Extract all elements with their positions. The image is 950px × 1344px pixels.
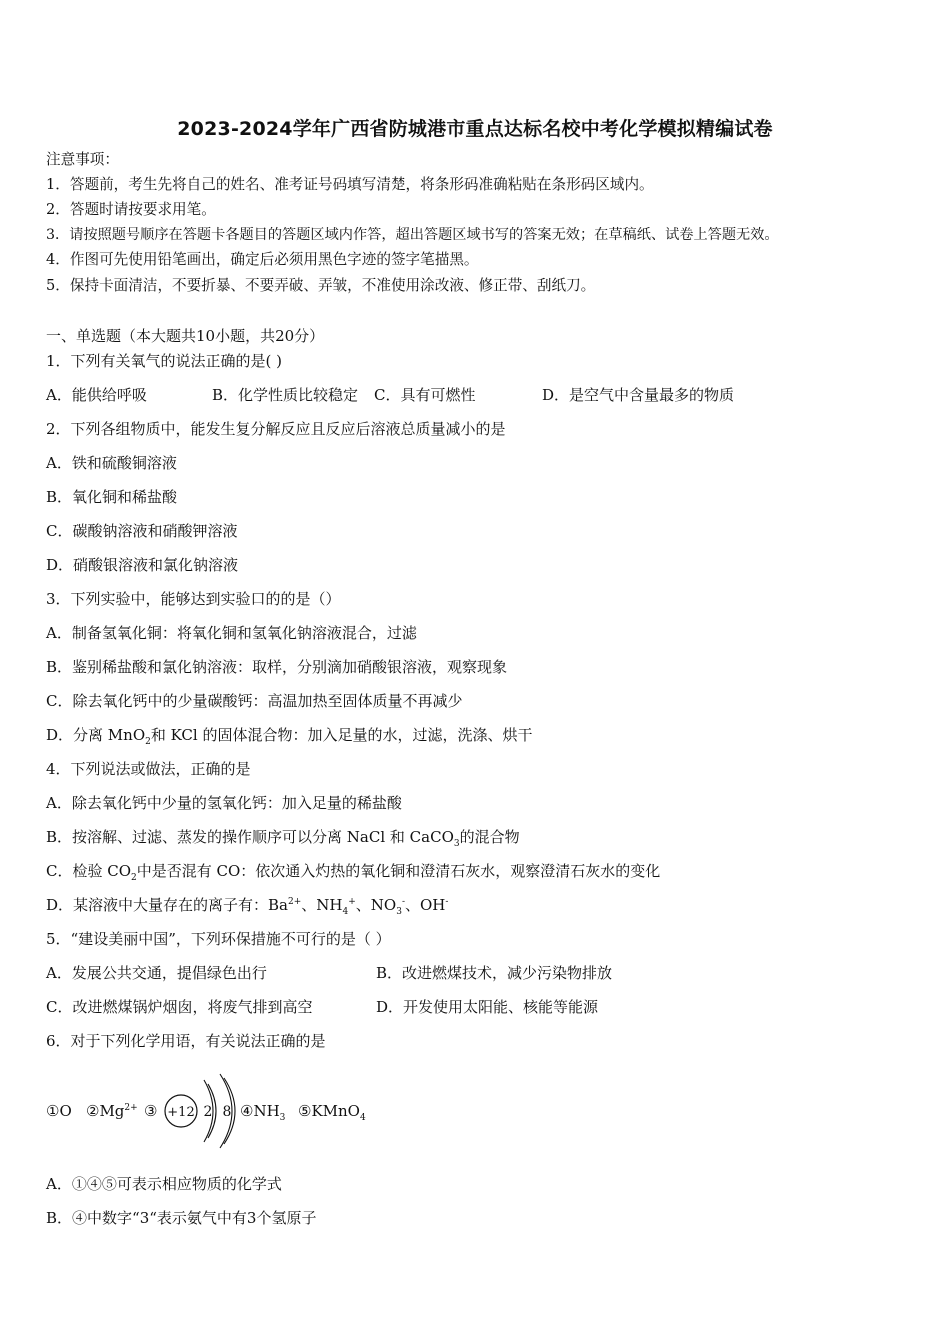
q3-option-d	[46, 725, 532, 745]
atom-nucleus-charge: +12	[167, 1105, 195, 1120]
section-heading: 一、单选题（本大题共10小题，共20分）	[46, 327, 325, 345]
q3-option-c: C．除去氧化钙中的少量碳酸钙：高温加热至固体质量不再减少	[46, 692, 463, 710]
q4-option-c-subscript: 2	[131, 873, 137, 883]
q6-option-a: A．①④⑤可表示相应物质的化学式	[46, 1175, 282, 1193]
q4-option-c-text: C．检验 CO	[46, 862, 132, 880]
q5-option-d: D．开发使用太阳能、核能等能源	[376, 998, 599, 1016]
q1-option-d: D．是空气中含量最多的物质	[542, 386, 735, 404]
notice-item-3: 3．请按照题号顺序在答题卡各题目的答题区域内作答，超出答题区域书写的答案无效；在草稿纸、试卷上答题无效。	[46, 227, 779, 243]
q4-option-c	[46, 861, 660, 881]
q4-option-d-text: D．某溶液中大量存在的离子有：Ba	[46, 896, 288, 914]
q6-symbol-3-label: ③	[144, 1102, 158, 1120]
q6-stem: 6．对于下列化学用语，有关说法正确的是	[46, 1032, 326, 1050]
notice-item-1: 1．答题前，考生先将自己的姓名、准考证号码填写清楚，将条形码准确粘贴在条形码区域内。	[46, 176, 654, 193]
q6-symbol-4	[240, 1101, 285, 1121]
q4-ion-nh: 、NH	[301, 896, 343, 914]
q4-option-a: A．除去氧化钙中少量的氢氧化钙：加入足量的稀盐酸	[46, 794, 402, 812]
q6-symbol-2-charge: 2+	[124, 1103, 138, 1113]
q1-stem: 1．下列有关氧气的说法正确的是( )	[46, 352, 283, 370]
q6-symbol-4-subscript: 3	[279, 1113, 286, 1123]
q4-stem: 4．下列说法或做法，正确的是	[46, 760, 251, 778]
q1-option-a: A．能供给呼吸	[46, 386, 147, 404]
q4-option-b-subscript: 3	[453, 839, 460, 849]
q5-option-b: B．改进燃煤技术，减少污染物排放	[376, 964, 613, 982]
q4-ion-oh-charge: -	[445, 897, 449, 907]
q6-option-b: B．④中数字“3“表示氨气中有3个氢原子	[46, 1209, 317, 1227]
q6-symbol-4-text: ④NH	[240, 1102, 280, 1120]
q4-option-d	[46, 895, 448, 915]
q3-option-a: A．制备氢氧化铜：将氧化铜和氢氧化钠溶液混合，过滤	[46, 624, 417, 642]
page-title: 2023-2024学年广西省防城港市重点达标名校中考化学模拟精编试卷	[177, 118, 773, 140]
electron-shell-count-2: 8	[222, 1104, 232, 1120]
q6-symbol-5	[298, 1101, 366, 1121]
q4-option-b-text-rest: 的混合物	[459, 828, 520, 846]
q4-ion-oh: 、OH	[405, 896, 446, 914]
q2-stem: 2．下列各组物质中，能发生复分解反应且反应后溶液总质量减小的是	[46, 420, 506, 438]
q1-option-c: C．具有可燃性	[374, 386, 476, 404]
q4-option-b-text: B．按溶解、过滤、蒸发的操作顺序可以分离 NaCl 和 CaCO	[46, 828, 454, 846]
q4-ion-no-charge: -	[401, 897, 405, 907]
q4-ion-ba-charge: 2+	[288, 897, 302, 907]
q3-option-d-subscript: 2	[145, 737, 151, 747]
q3-option-d-text-rest: 和 KCl 的固体混合物：加入足量的水，过滤，洗涤、烘干	[150, 726, 533, 744]
q6-symbol-5-subscript: 4	[359, 1113, 366, 1123]
q2-option-d: D．硝酸银溶液和氯化钠溶液	[46, 556, 239, 574]
q3-option-d-text: D．分离 MnO	[46, 726, 146, 744]
q2-option-b: B．氧化铜和稀盐酸	[46, 488, 178, 506]
q6-symbol-5-text: ⑤KMnO	[298, 1102, 360, 1120]
q4-ion-nh-charge: +	[348, 897, 356, 907]
q6-symbol-2	[86, 1101, 138, 1121]
q2-option-c: C．碳酸钠溶液和硝酸钾溶液	[46, 522, 238, 540]
q4-ion-no: 、NO	[355, 896, 397, 914]
q4-option-b	[46, 827, 520, 847]
electron-shell-count-1: 2	[203, 1104, 213, 1120]
q5-option-a: A．发展公共交通，提倡绿色出行	[46, 964, 267, 982]
q2-option-a: A．铁和硫酸铜溶液	[46, 454, 177, 472]
q4-ion-nh-subscript: 4	[342, 907, 349, 917]
notice-item-4: 4．作图可先使用铅笔画出，确定后必须用黑色字迹的签字笔描黑。	[46, 251, 479, 268]
notice-item-5: 5．保持卡面清洁，不要折暴、不要弄破、弄皱，不准使用涂改液、修正带、刮纸刀。	[46, 277, 596, 294]
q3-option-b: B．鉴别稀盐酸和氯化钠溶液：取样，分别滴加硝酸银溶液，观察现象	[46, 658, 508, 676]
q3-stem: 3．下列实验中，能够达到实验口的的是（）	[46, 590, 341, 608]
q1-option-b: B．化学性质比较稳定	[212, 386, 359, 404]
notice-item-2: 2．答题时请按要求用笔。	[46, 201, 216, 218]
q5-stem: 5．“建设美丽中国”，下列环保措施不可行的是（ ）	[46, 930, 391, 948]
q5-option-c: C．改进燃煤锅炉烟囱，将废气排到高空	[46, 998, 313, 1016]
q4-option-c-text-rest: 中是否混有 CO：依次通入灼热的氧化铜和澄清石灰水，观察澄清石灰水的变化	[136, 862, 661, 880]
q4-ion-no-subscript: 3	[396, 907, 402, 917]
notice-heading: 注意事项：	[46, 151, 119, 168]
q6-symbol-1: ①O	[46, 1102, 72, 1120]
q6-symbol-2-text: ②Mg	[86, 1102, 125, 1120]
